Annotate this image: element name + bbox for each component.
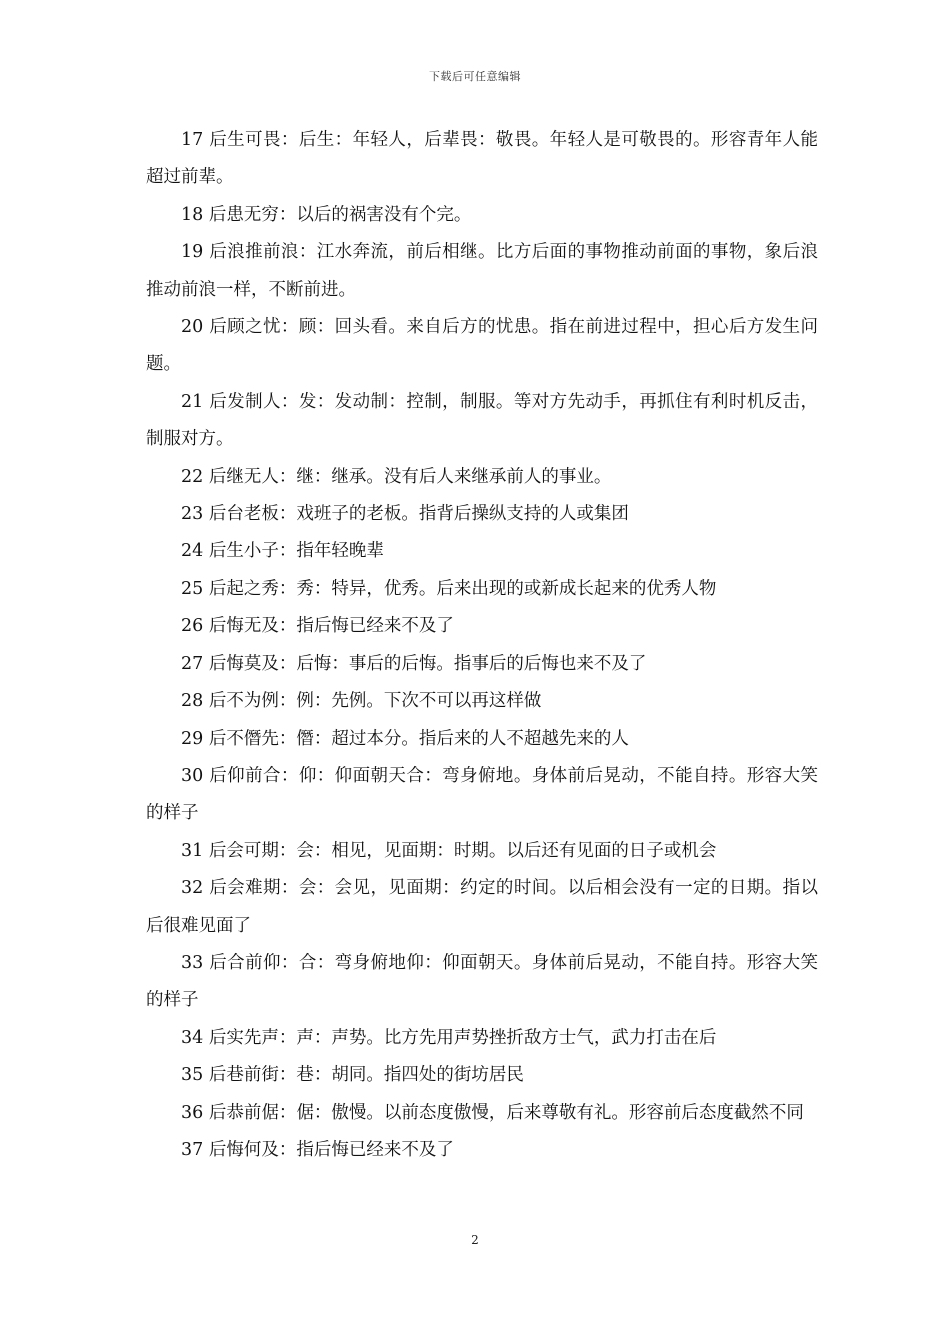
idiom-entry-22: 22 后继无人：继：继承。没有后人来继承前人的事业。 [181, 466, 612, 487]
idiom-entry-34: 34 后实先声：声：声势。比方先用声势挫折敌方士气，武力打击在后 [181, 1027, 717, 1048]
page-number: 2 [471, 1233, 479, 1247]
idiom-entry-26: 26 后悔无及：指后悔已经来不及了 [181, 616, 454, 637]
idiom-entry-19: 19 后浪推前浪：江水奔流，前后相继。比方后面的事物推动前面的事物，象后浪推动前浪一样，不断前进。 [146, 242, 818, 300]
idiom-entry-36: 36 后恭前倨：倨：傲慢。以前态度傲慢，后来尊敬有礼。形容前后态度截然不同 [181, 1102, 804, 1123]
idiom-entry-35: 35 后巷前街：巷：胡同。指四处的街坊居民 [181, 1065, 524, 1086]
document-body [146, 122, 818, 1169]
idiom-entry-29: 29 后不僭先：僭：超过本分。指后来的人不超越先来的人 [181, 728, 629, 749]
idiom-entry-24: 24 后生小子：指年轻晚辈 [181, 541, 384, 562]
idiom-entry-21: 21 后发制人：发：发动制：控制，制服。等对方先动手，再抓住有利时机反击，制服对方。 [146, 391, 818, 450]
idiom-entry-20: 20 后顾之忧：顾：回头看。来自后方的忧患。指在前进过程中，担心后方发生问题。 [146, 317, 818, 375]
idiom-entry-23: 23 后台老板：戏班子的老板。指背后操纵支持的人或集团 [181, 504, 629, 525]
idiom-entry-18: 18 后患无穷：以后的祸害没有个完。 [181, 204, 472, 225]
idiom-entry-17: 17 后生可畏：后生：年轻人，后辈畏：敬畏。年轻人是可敬畏的。形容青年人能超过前辈。 [146, 130, 818, 188]
idiom-entry-32: 32 后会难期：会：会见，见面期：约定的时间。以后相会没有一定的日期。指以后很难见面了 [146, 878, 818, 936]
idiom-entry-31: 31 后会可期：会：相见，见面期：时期。以后还有见面的日子或机会 [181, 840, 717, 861]
idiom-entry-25: 25 后起之秀：秀：特异，优秀。后来出现的或新成长起来的优秀人物 [181, 578, 717, 599]
idiom-entry-30: 30 后仰前合：仰：仰面朝天合：弯身俯地。身体前后晃动，不能自持。形容大笑的样子 [146, 765, 818, 824]
idiom-entry-28: 28 后不为例：例：先例。下次不可以再这样做 [181, 691, 542, 712]
idiom-entry-33: 33 后合前仰：合：弯身俯地仰：仰面朝天。身体前后晃动，不能自持。形容大笑的样子 [146, 952, 818, 1011]
idiom-entry-27: 27 后悔莫及：后悔：事后的后悔。指事后的后悔也来不及了 [181, 653, 647, 674]
page-header: 下载后可任意编辑 [429, 70, 521, 83]
idiom-entry-37: 37 后悔何及：指后悔已经来不及了 [181, 1139, 454, 1160]
